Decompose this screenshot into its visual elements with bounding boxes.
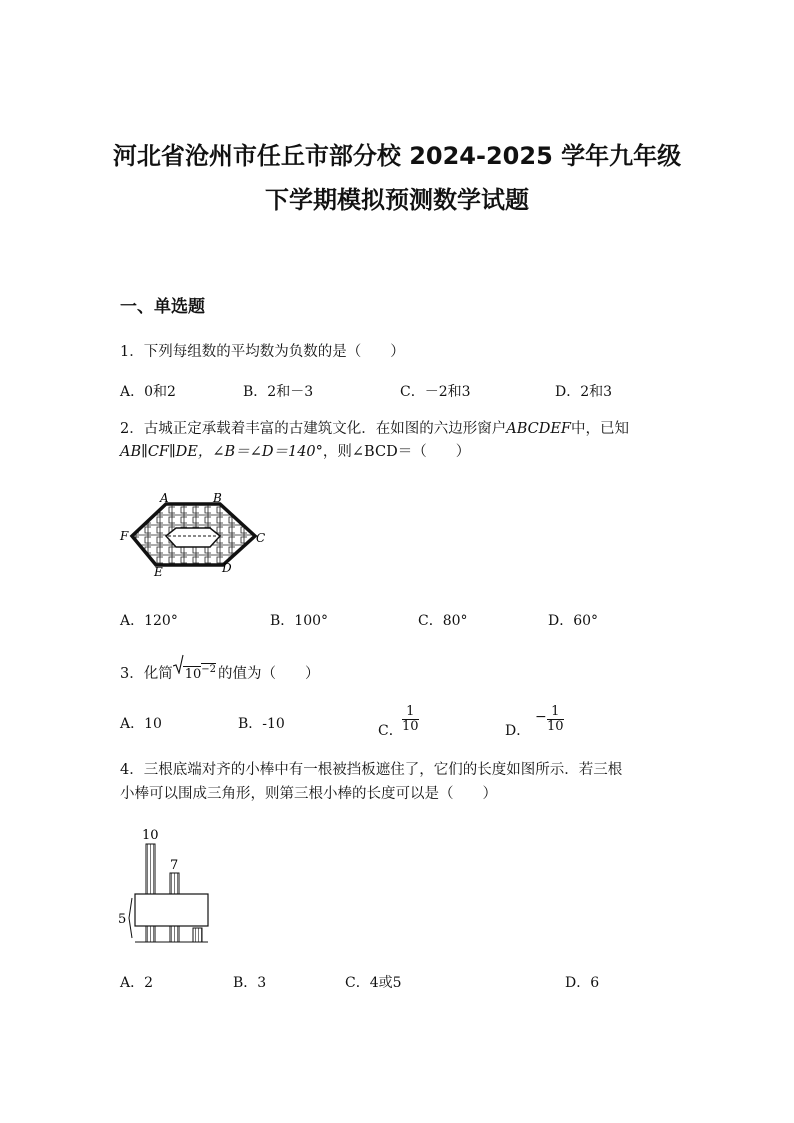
q2-option-c: C．80° — [418, 613, 468, 629]
fraction-numerator: 1 — [402, 705, 419, 720]
q2-parallel-condition: AB∥CF∥DE — [120, 444, 198, 460]
q2-angle-condition: ，∠B＝∠D＝140° — [197, 444, 323, 460]
sticks-figure — [116, 824, 216, 946]
q3-option-a: A．10 — [120, 716, 162, 732]
radical-sign-icon — [173, 654, 184, 674]
question-4-stem-line2: 小棒可以围成三角形，则第三根小棒的长度可以是（ ） — [120, 786, 497, 802]
q2-text-c: 中，已知 — [571, 421, 629, 437]
fraction-denominator: 10 — [547, 719, 564, 734]
q4-option-a: A．2 — [120, 975, 154, 991]
q2-hexagon-name: ABCDEF — [506, 421, 571, 437]
q3-option-d-fraction — [547, 705, 564, 734]
label-c: C — [256, 531, 266, 545]
label-7: 7 — [170, 858, 179, 873]
label-f: F — [120, 529, 129, 543]
exponent: −2 — [201, 664, 217, 675]
label-a: A — [160, 491, 169, 505]
q2-text-a: 2．古城正定承载着丰富的古建筑文化．在如图的六边形窗户 — [120, 421, 507, 437]
q3-option-c-fraction — [402, 705, 419, 734]
radicand: 10 — [184, 667, 202, 682]
brace-icon — [129, 898, 132, 938]
q1-option-b: B．2和－3 — [243, 384, 314, 400]
stick-hidden — [193, 928, 202, 942]
q1-option-d: D．2和3 — [555, 384, 613, 400]
question-2-stem-line1 — [120, 417, 629, 441]
hexagon-inner — [166, 528, 220, 547]
q3-text-b: 的值为（ ） — [218, 666, 320, 682]
label-e: E — [154, 565, 163, 579]
q4-option-d: D．6 — [565, 975, 600, 991]
q2-option-b: B．100° — [270, 613, 329, 629]
question-3-stem — [120, 658, 320, 687]
q3-option-d-sign: − — [535, 709, 547, 725]
stick-10 — [146, 844, 155, 942]
sqrt-expression — [173, 658, 216, 687]
q3-option-d-prefix: D． — [505, 723, 531, 739]
q1-option-c: C．－2和3 — [400, 384, 471, 400]
label-5: 5 — [118, 912, 127, 927]
hexagon-window-figure — [118, 490, 278, 582]
label-b: B — [213, 491, 222, 505]
fraction-numerator: 1 — [547, 705, 564, 720]
q1-option-a: A．0和2 — [120, 384, 176, 400]
fraction-denominator: 10 — [402, 719, 419, 734]
document-title-line2: 下学期模拟预测数学试题 — [265, 186, 529, 214]
document-title-line1: 河北省沧州市任丘市部分校 2024-2025 学年九年级 — [112, 142, 682, 170]
q4-option-b: B．3 — [233, 975, 267, 991]
section-heading: 一、单选题 — [120, 297, 205, 317]
q2-option-a: A．120° — [120, 613, 178, 629]
label-10: 10 — [142, 828, 159, 843]
question-1-stem: 1．下列每组数的平均数为负数的是（ ） — [120, 344, 405, 360]
question-4-stem-line1: 4．三根底端对齐的小棒中有一根被挡板遮住了，它们的长度如图所示．若三根 — [120, 762, 623, 778]
q2-option-d: D．60° — [548, 613, 599, 629]
q3-text-a: 3．化简 — [120, 666, 173, 682]
label-d: D — [222, 561, 232, 575]
q3-option-b: B．-10 — [238, 716, 285, 732]
question-2-stem-line2 — [120, 440, 470, 464]
cover-board — [135, 894, 208, 926]
q2-question-text: ，则∠BCD＝（ ） — [322, 444, 471, 460]
q4-option-c: C．4或5 — [345, 975, 402, 991]
q3-option-c-prefix: C． — [378, 723, 403, 739]
